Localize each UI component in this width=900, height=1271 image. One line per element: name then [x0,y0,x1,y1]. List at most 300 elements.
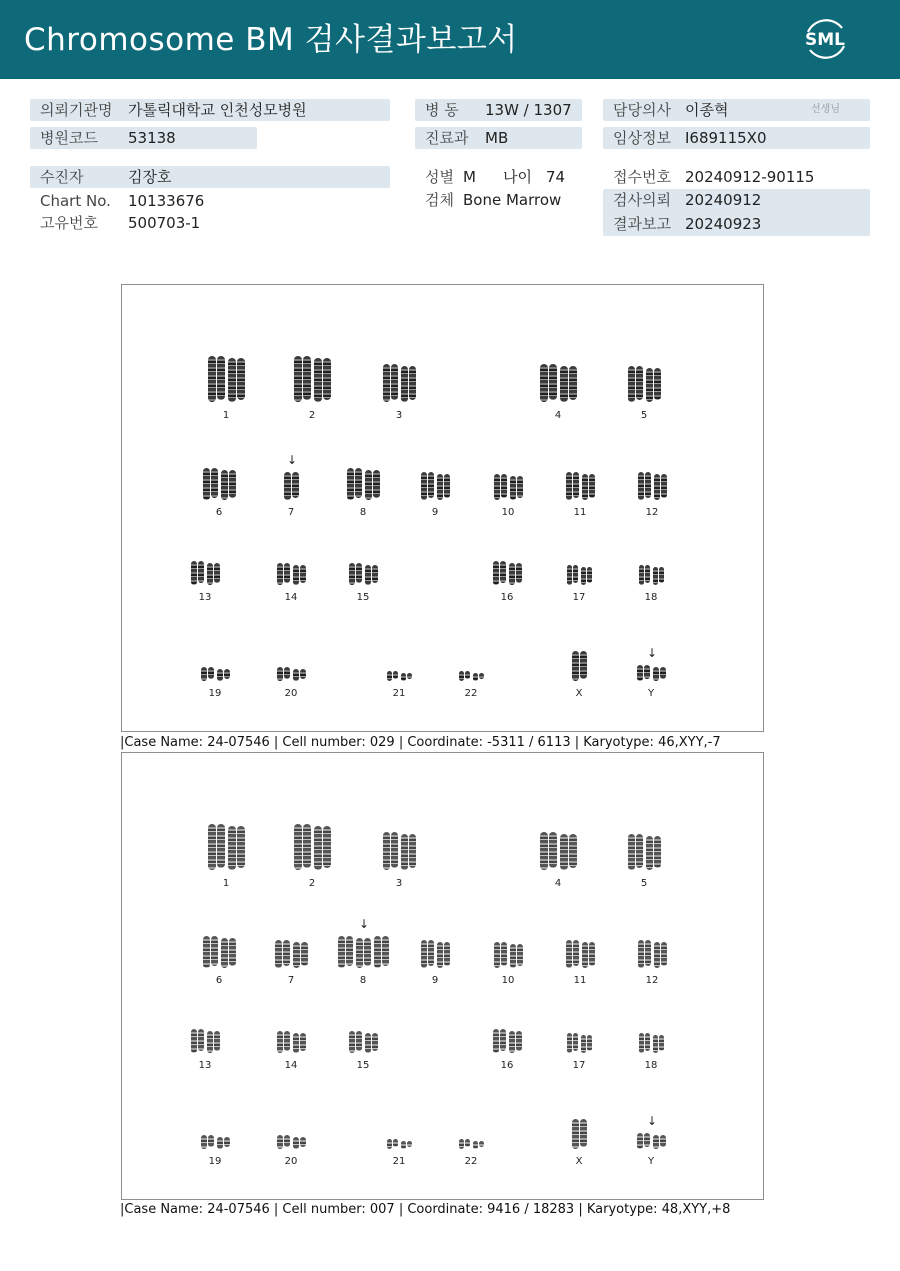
receipt-no-field [603,166,870,188]
chromosome-15-homolog [349,1031,362,1053]
chromosome-number-10: 10 [501,975,515,986]
chromatid [401,673,406,681]
chromosome-5-homolog [646,836,661,870]
specimen-value: Bone Marrow [463,191,562,209]
chromatid [224,669,230,679]
chromosome-14-homolog [277,563,290,585]
chromatid [300,1137,306,1147]
chromatid [300,565,306,583]
chromatid [208,1135,214,1147]
chromosome-X-homolog [572,651,587,681]
chromosome-20-homolog [293,669,306,681]
chromatid [391,832,398,868]
chromosome-pair-21 [387,1139,412,1149]
chromosome-number-8: 8 [359,507,367,518]
chromatid [636,834,643,868]
chromatid [580,651,587,679]
chromatid [645,1033,650,1051]
chromatid [356,1031,362,1051]
chromosome-Y-homolog [653,667,666,681]
chromatid [401,1141,406,1149]
chromatid [517,476,523,498]
chromosome-number-17: 17 [572,592,586,603]
chromosome-14-homolog [293,1033,306,1053]
chromatid [644,1133,650,1147]
chromatid [237,358,245,400]
chromosome-pair-12 [638,940,667,968]
chromosome-number-20: 20 [284,688,298,699]
chromatid [407,1141,412,1147]
chromatid [437,474,443,500]
chromatid [391,364,398,400]
chromosome-9-homolog [421,940,434,968]
chromosome-number-Y: Y [647,1156,655,1167]
chromosome-18-homolog [653,1035,664,1053]
chromatid [654,368,661,400]
chromatid [465,1139,470,1147]
chromatid [421,472,427,500]
chromosome-number-13: 13 [198,1060,212,1071]
chromatid [560,366,568,402]
chromosome-13-homolog [207,563,220,585]
chromatid [323,826,331,868]
logo-text: SML [805,30,845,50]
chromosome-pair-2 [294,824,331,870]
chromatid [661,942,667,966]
chromatid [581,1035,586,1053]
chromatid [659,1035,664,1051]
chromosome-number-11: 11 [573,975,587,986]
chromosome-number-14: 14 [284,592,298,603]
request-date-label: 검사의뢰 [613,191,671,209]
patient-value: 김장호 [128,168,172,186]
chromatid [653,667,659,681]
chromatid [500,1029,506,1051]
chromatid [294,824,302,870]
chromatid [639,1033,644,1053]
chromosome-number-15: 15 [356,592,370,603]
chromosome-number-16: 16 [500,1060,514,1071]
chromatid [540,832,548,870]
chromosome-10-homolog [494,474,507,500]
chromosome-pair-16 [493,561,522,585]
chromatid [203,468,210,500]
chromatid [293,1137,299,1149]
chromosome-pair-22 [459,1139,484,1149]
chromatid [284,667,290,679]
chromosome-number-17: 17 [572,1060,586,1071]
chromosome-pair-9 [421,940,450,968]
chromosome-8-homolog [356,938,371,968]
chromatid [473,673,478,681]
chromosome-number-9: 9 [431,975,439,986]
chromosome-17-homolog [567,565,578,585]
chromatid [589,474,595,498]
chromatid [203,936,210,968]
chromosome-pair-10 [494,942,523,968]
chromatid [393,671,398,679]
chromatid [444,942,450,966]
chromatid [303,824,311,868]
chromosome-pair-6 [203,936,236,968]
chromatid [323,358,331,400]
chromosome-number-9: 9 [431,507,439,518]
chromatid [501,942,507,966]
chromatid [510,944,516,968]
chart-no-label: Chart No. [40,192,111,210]
chromosome-1-homolog [208,356,225,402]
request-date-value: 20240912 [685,191,762,209]
chromatid [549,364,557,400]
chromatid [347,468,354,500]
chromosome-number-21: 21 [392,1156,406,1167]
chromatid [500,561,506,583]
chromosome-2-homolog [314,826,331,870]
chromosome-19-homolog [217,1137,230,1149]
chromatid [355,468,362,498]
hospital-code-value: 53138 [128,129,176,147]
chromatid [284,1031,290,1051]
chromatid [510,476,516,500]
institution-value: 가톨릭대학교 인천성모병원 [128,101,307,119]
chromatid [628,834,635,870]
chromatid [573,1033,578,1051]
chromosome-number-12: 12 [645,507,659,518]
chromatid [294,356,302,402]
chromatid [208,824,216,870]
chromatid [191,1029,197,1053]
chromosome-3-homolog [401,366,416,402]
chromatid [293,1033,299,1053]
chromatid [228,826,236,870]
chromosome-number-20: 20 [284,1156,298,1167]
chromosome-number-7: 7 [287,975,295,986]
chromatid [444,474,450,498]
chromosome-number-16: 16 [500,592,514,603]
chromatid [207,563,213,585]
chromosome-21-homolog [387,671,398,681]
chromosome-4-homolog [560,366,577,402]
chromosome-13-homolog [191,1029,204,1053]
chromosome-19-homolog [201,667,214,681]
doctor-field [603,99,870,121]
chromatid [214,1031,220,1051]
chromosome-number-8: 8 [359,975,367,986]
chromosome-3-homolog [401,834,416,870]
chromatid [501,474,507,498]
chromosome-8-homolog [374,936,389,968]
chromosome-pair-4 [540,832,577,870]
chromatid [660,1135,666,1147]
chromatid [646,368,653,402]
chromosome-11-homolog [566,472,579,500]
chromatid [581,567,586,585]
chromosome-13-homolog [191,561,204,585]
chromosome-3-homolog [383,364,398,402]
clinical-info-field [603,127,870,149]
chromosome-pair-1 [208,824,245,870]
receipt-no-label: 접수번호 [613,168,671,186]
chromatid [587,1035,592,1051]
chart-no-value: 10133676 [128,192,205,210]
chromosome-15-homolog [365,565,378,585]
unique-no-label: 고유번호 [40,214,98,232]
chromosome-20-homolog [293,1137,306,1149]
chromosome-10-homolog [494,942,507,968]
chromatid [509,1031,515,1053]
chromatid [217,1137,223,1149]
chromosome-12-homolog [638,472,651,500]
chromosome-pair-19 [201,667,230,681]
age-value: 74 [546,168,566,186]
chromatid [516,1031,522,1051]
patient-label: 수진자 [40,168,84,186]
chromatid [409,366,416,400]
chromosome-Y-homolog [653,1135,666,1149]
chromosome-18-homolog [653,567,664,585]
chromosome-19-homolog [217,669,230,681]
chromosome-pair-11 [566,472,595,500]
chromatid [493,561,499,585]
chromosome-pair-8 [338,936,389,968]
chromatid [637,665,643,681]
chromosome-22-homolog [473,673,484,681]
chromosome-7-homolog [275,940,290,968]
chromatid [639,565,644,585]
chromatid [660,667,666,679]
chromosome-21-homolog [401,673,412,681]
chromatid [338,936,345,968]
report-title: Chromosome BM 검사결과보고서 [24,22,518,58]
chromosome-17-homolog [581,567,592,585]
chromatid [314,826,322,870]
unique-no-value: 500703-1 [128,214,201,232]
chromosome-Y-homolog [637,665,650,681]
chromatid [407,673,412,679]
chromatid [494,474,500,500]
chromosome-Y-homolog [637,1133,650,1149]
chromatid [645,472,651,498]
chromosome-15-homolog [365,1033,378,1053]
chromatid [421,940,427,968]
chromatid [356,938,363,968]
chromatid [636,366,643,400]
chromatid [582,942,588,968]
doctor-value: 이종혁 [685,101,729,119]
sex-value: M [463,168,476,186]
chromatid [645,565,650,583]
chromosome-number-13: 13 [198,592,212,603]
chromatid [211,936,218,966]
chromatid [517,944,523,966]
chromatid [228,358,236,402]
chromatid [654,836,661,868]
chromatid [509,563,515,585]
chromosome-pair-14 [277,563,306,585]
doctor-suffix: 선생님 [811,104,840,115]
ward-value: 13W / 1307 [485,101,572,119]
chromosome-18-homolog [639,565,650,585]
chromosome-pair-Y [637,1133,666,1149]
chromatid [372,565,378,583]
chromosome-2-homolog [294,356,311,402]
report-date-value: 20240923 [685,215,762,233]
chromosome-pair-15 [349,1031,378,1053]
chromatid [373,470,380,498]
chromosome-pair-6 [203,468,236,500]
chromosome-pair-17 [567,1033,592,1053]
chromosome-16-homolog [493,561,506,585]
chromatid [653,567,658,585]
chromosome-number-1: 1 [222,410,230,421]
chromatid [653,1035,658,1053]
chromosome-7-homolog [284,472,299,500]
chromosome-14-homolog [277,1031,290,1053]
chromosome-12-homolog [654,474,667,500]
chromosome-number-4: 4 [554,878,562,889]
chromosome-16-homolog [509,563,522,585]
clinical-info-label: 임상정보 [613,129,671,147]
chromatid [540,364,548,402]
chromatid [459,1139,464,1149]
abnormality-arrow: ↓ [647,1114,658,1128]
chromosome-number-3: 3 [395,878,403,889]
chromatid [387,1139,392,1149]
sex-label: 성별 [425,168,454,186]
chromosome-pair-16 [493,1029,522,1053]
chromatid [284,472,291,500]
age-label: 나이 [503,168,532,186]
chromatid [300,1033,306,1051]
chromatid [283,940,290,966]
chromatid [365,470,372,500]
chromatid [628,366,635,402]
chromatid [573,472,579,498]
chromosome-number-6: 6 [215,975,223,986]
chromatid [293,942,300,968]
chromosome-pair-13 [191,561,220,585]
chromatid [221,470,228,500]
clinical-info-value: I689115X0 [685,129,767,147]
chromatid [569,366,577,400]
chromatid [638,472,644,500]
chromatid [549,832,557,868]
chromatid [560,834,568,870]
chromatid [569,834,577,868]
chromatid [637,1133,643,1149]
chromosome-5-homolog [628,834,643,870]
chromatid [277,1031,283,1053]
chromosome-9-homolog [421,472,434,500]
chromosome-pair-11 [566,940,595,968]
chromosome-pair-10 [494,474,523,500]
chromatid [393,1139,398,1147]
chromosome-number-5: 5 [640,410,648,421]
chromatid [659,567,664,583]
chromosome-number-19: 19 [208,1156,222,1167]
department-value: MB [485,129,509,147]
chromosome-13-homolog [207,1031,220,1053]
chromatid [217,824,225,868]
chromosome-number-11: 11 [573,507,587,518]
chromosome-pair-14 [277,1031,306,1053]
chromatid [383,364,390,402]
chromatid [217,669,223,681]
department-field [415,127,582,149]
chromatid [229,470,236,498]
chromosome-pair-20 [277,1135,306,1149]
chromatid [654,942,660,968]
chromatid [401,834,408,870]
chromosome-17-homolog [567,1033,578,1053]
unique-no-field [30,212,390,234]
chromatid [224,1137,230,1147]
chromatid [567,1033,572,1053]
chromatid [582,474,588,500]
chromatid [566,472,572,500]
chromatid [198,1029,204,1051]
ward-label: 병 동 [425,101,459,119]
chromosome-18-homolog [639,1033,650,1053]
chromosome-10-homolog [510,476,523,500]
specimen-label: 검체 [425,191,454,209]
chromatid [494,942,500,968]
chromosome-number-2: 2 [308,410,316,421]
chromosome-pair-1 [208,356,245,402]
chromosome-22-homolog [459,1139,470,1149]
chromosome-22-homolog [459,671,470,681]
chromosome-11-homolog [582,942,595,968]
chromatid [364,938,371,966]
chromatid [365,1033,371,1053]
chromosome-number-22: 22 [464,1156,478,1167]
chromosome-pair-X [572,1119,587,1149]
report-date-label: 결과보고 [613,215,671,233]
doctor-label: 담당의사 [613,101,671,119]
chromosome-pair-X [572,651,587,681]
sml-logo [800,14,850,64]
chromosome-15-homolog [349,563,362,585]
chromatid [208,356,216,402]
chromatid [201,1135,207,1149]
chromosome-number-22: 22 [464,688,478,699]
chromatid [284,563,290,583]
chromosome-6-homolog [203,468,218,500]
chromatid [292,472,299,498]
chromosome-number-18: 18 [644,592,658,603]
chromatid [201,667,207,681]
chromatid [493,1029,499,1053]
department-label: 진료과 [425,129,469,147]
chromosome-5-homolog [646,368,661,402]
chromatid [301,942,308,966]
chromosome-pair-19 [201,1135,230,1149]
chromosome-pair-7 [284,472,299,500]
chromatid [221,938,228,968]
chromatid [580,1119,587,1147]
chromosome-14-homolog [293,565,306,585]
chromosome-pair-18 [639,1033,664,1053]
chromatid [479,673,484,679]
chromosome-number-1: 1 [222,878,230,889]
chromatid [401,366,408,402]
hospital-code-label: 병원코드 [40,129,98,147]
chromatid [191,561,197,585]
chromatid [208,667,214,679]
chromosome-10-homolog [510,944,523,968]
chromosome-9-homolog [437,942,450,968]
receipt-no-value: 20240912-90115 [685,168,815,186]
